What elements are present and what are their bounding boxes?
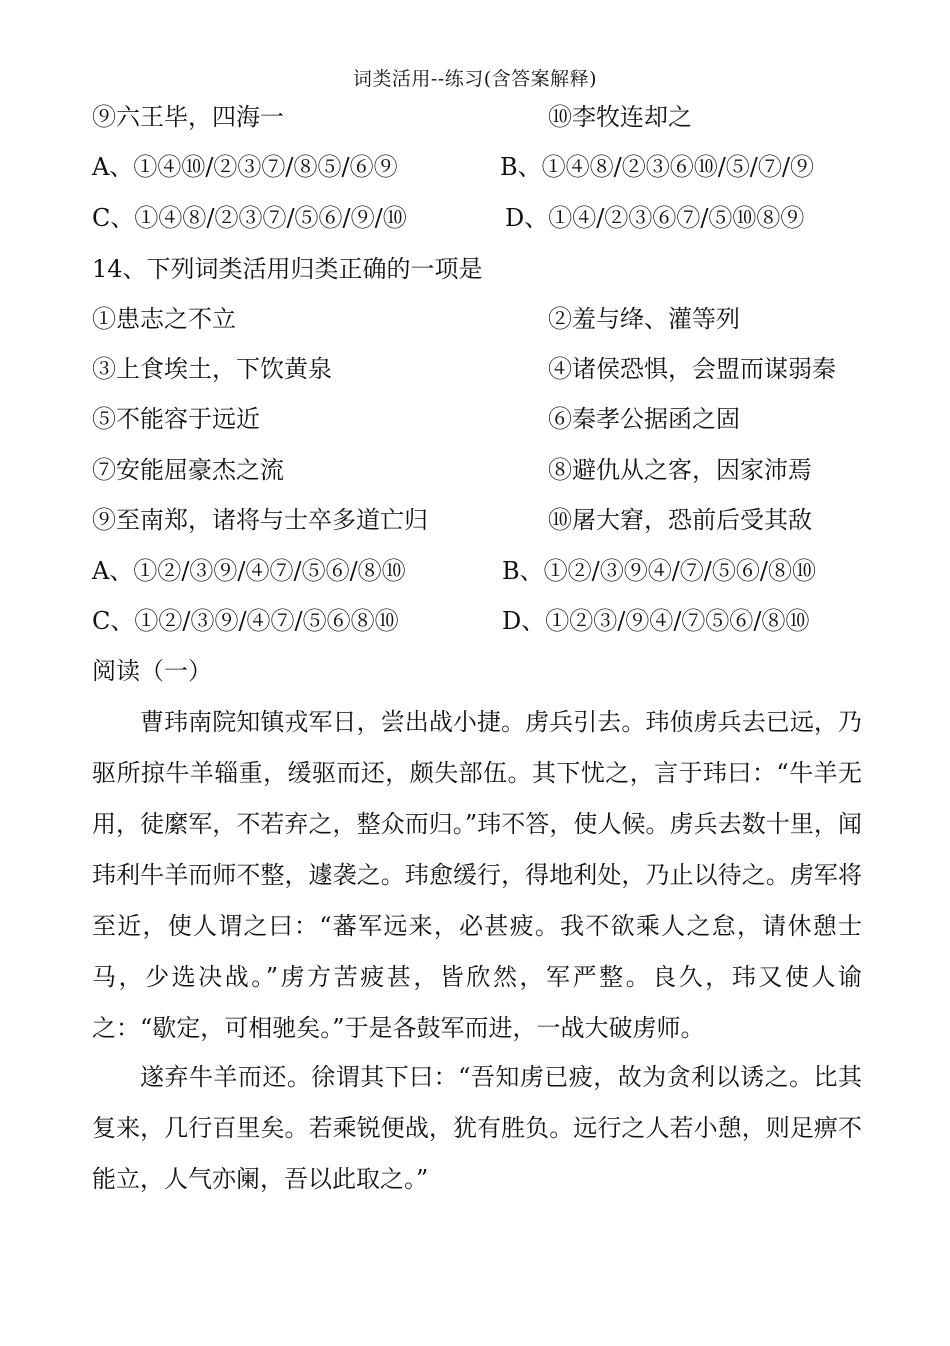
q14-item-3: ③上食埃土，下饮黄泉 bbox=[92, 355, 332, 383]
page-title: 词类活用--练习(含答案解释) bbox=[352, 68, 598, 90]
q14-option-a: A、①②/③⑨/④⑦/⑤⑥/⑧⑩ bbox=[92, 557, 406, 585]
q13-item-9: ⑨六王毕，四海一 bbox=[92, 103, 284, 131]
q13-option-d: D、①④/②③⑥⑦/⑤⑩⑧⑨ bbox=[505, 204, 805, 232]
q13-option-a: A、①④⑩/②③⑦/⑧⑤/⑥⑨ bbox=[92, 153, 398, 181]
reading-paragraph-1: 曹玮南院知镇戎军日，尝出战小捷。虏兵引去。玮侦虏兵去已远，乃驱所掠牛羊辎重，缓驱而还，颇失部伍。其下忧之，言于玮曰：“牛羊无用，徒縻军，不若弃之，整众而归。”玮不答，使人候。虏兵去数十里，闻玮利牛羊而师不整，遽袭之。玮愈缓行，得地利处，乃止以待之。虏军将至近，使人谓之曰：“蕃军远来，必甚疲。我不欲乘人之怠，请休憩士马，少选决战。”虏方苦疲甚，皆欣然，军严整。良久，玮又使人谕之：“歇定，可相驰矣。”于是各鼓军而进，一战大破虏师。 bbox=[92, 708, 862, 1042]
q14-item-9: ⑨至南郑，诸将与士卒多道亡归 bbox=[92, 506, 428, 534]
q14-item-10: ⑩屠大窘，恐前后受其敌 bbox=[548, 506, 812, 534]
q14-option-b: B、①②/③⑨④/⑦/⑤⑥/⑧⑩ bbox=[502, 557, 816, 585]
q14-item-1: ①患志之不立 bbox=[92, 305, 236, 333]
q14-option-d: D、①②③/⑨④/⑦⑤⑥/⑧⑩ bbox=[502, 607, 810, 635]
q14-item-8: ⑧避仇从之客，因家沛焉 bbox=[548, 456, 812, 484]
reading-paragraph-2: 遂弃牛羊而还。徐谓其下曰：“吾知虏已疲，故为贪利以诱之。比其复来，几行百里矣。若乘锐便战，犹有胜负。远行之人若小憩，则足痹不能立，人气亦阑，吾以此取之。” bbox=[92, 1063, 862, 1193]
q14-item-7: ⑦安能屈豪杰之流 bbox=[92, 456, 284, 484]
q14-stem: 14、下列词类活用归类正确的一项是 bbox=[92, 255, 483, 283]
q14-item-6: ⑥秦孝公据函之固 bbox=[548, 405, 740, 433]
q13-item-10: ⑩李牧连却之 bbox=[548, 103, 692, 131]
q13-option-c: C、①④⑧/②③⑦/⑤⑥/⑨/⑩ bbox=[92, 204, 407, 232]
q13-option-b: B、①④⑧/②③⑥⑩/⑤/⑦/⑨ bbox=[500, 153, 814, 181]
reading-heading: 阅读（一） bbox=[92, 657, 212, 685]
q14-item-4: ④诸侯恐惧，会盟而谋弱秦 bbox=[548, 355, 836, 383]
q14-item-2: ②羞与绛、灌等列 bbox=[548, 305, 740, 333]
q14-option-c: C、①②/③⑨/④⑦/⑤⑥⑧⑩ bbox=[92, 607, 399, 635]
q14-item-5: ⑤不能容于远近 bbox=[92, 405, 260, 433]
